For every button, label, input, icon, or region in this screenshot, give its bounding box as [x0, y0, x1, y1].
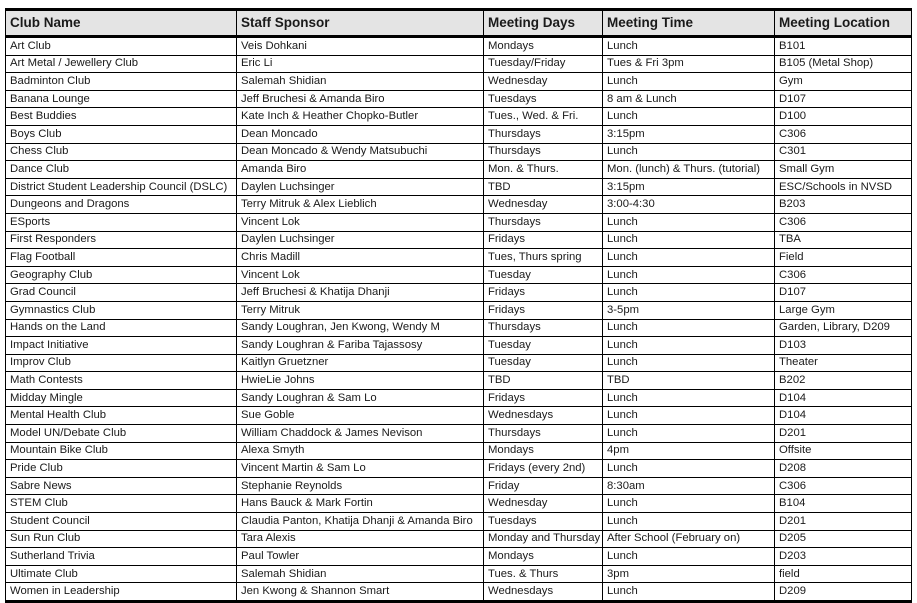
- cell-meeting_time: Mon. (lunch) & Thurs. (tutorial): [603, 161, 775, 179]
- cell-meeting_location: Large Gym: [775, 301, 912, 319]
- table-row: [6, 425, 912, 443]
- cell-meeting_days: Tues, Thurs spring: [484, 249, 603, 267]
- cell-meeting_days: Tuesdays: [484, 90, 603, 108]
- cell-club_name: Improv Club: [6, 354, 237, 372]
- cell-club_name: First Responders: [6, 231, 237, 249]
- cell-club_name: Hands on the Land: [6, 319, 237, 337]
- cell-meeting_location: Offsite: [775, 442, 912, 460]
- table-row: [6, 161, 912, 179]
- cell-meeting_time: Lunch: [603, 354, 775, 372]
- cell-meeting_location: D201: [775, 513, 912, 531]
- cell-meeting_location: Small Gym: [775, 161, 912, 179]
- cell-meeting_time: Lunch: [603, 389, 775, 407]
- cell-meeting_location: C306: [775, 213, 912, 231]
- cell-staff_sponsor: Veis Dohkani: [237, 37, 484, 56]
- cell-meeting_time: Lunch: [603, 548, 775, 566]
- table-row: [6, 231, 912, 249]
- cell-staff_sponsor: Vincent Martin & Sam Lo: [237, 460, 484, 478]
- cell-meeting_location: B105 (Metal Shop): [775, 55, 912, 73]
- cell-club_name: Model UN/Debate Club: [6, 425, 237, 443]
- cell-meeting_time: 3-5pm: [603, 301, 775, 319]
- cell-meeting_days: Mondays: [484, 548, 603, 566]
- cell-meeting_time: Lunch: [603, 337, 775, 355]
- column-header-club-name: Club Name: [6, 10, 237, 37]
- cell-staff_sponsor: Sue Goble: [237, 407, 484, 425]
- cell-staff_sponsor: Alexa Smyth: [237, 442, 484, 460]
- cell-staff_sponsor: Kate Inch & Heather Chopko-Butler: [237, 108, 484, 126]
- table-row: [6, 284, 912, 302]
- cell-club_name: Badminton Club: [6, 73, 237, 91]
- cell-club_name: District Student Leadership Council (DSLC): [6, 178, 237, 196]
- cell-meeting_time: Lunch: [603, 249, 775, 267]
- table-row: [6, 143, 912, 161]
- table-header: [6, 10, 912, 37]
- cell-meeting_days: Tues. & Thurs: [484, 565, 603, 583]
- cell-meeting_location: Field: [775, 249, 912, 267]
- cell-meeting_days: Fridays: [484, 301, 603, 319]
- cell-staff_sponsor: William Chaddock & James Nevison: [237, 425, 484, 443]
- cell-staff_sponsor: Stephanie Reynolds: [237, 477, 484, 495]
- table-row: [6, 178, 912, 196]
- cell-club_name: Boys Club: [6, 125, 237, 143]
- table-row: [6, 249, 912, 267]
- cell-staff_sponsor: Vincent Lok: [237, 266, 484, 284]
- clubs-table: [5, 8, 912, 603]
- cell-staff_sponsor: Sandy Loughran, Jen Kwong, Wendy M: [237, 319, 484, 337]
- table-row: [6, 372, 912, 390]
- cell-meeting_location: C306: [775, 477, 912, 495]
- table-header-row: [6, 10, 912, 37]
- cell-staff_sponsor: Daylen Luchsinger: [237, 231, 484, 249]
- cell-meeting_location: D107: [775, 284, 912, 302]
- cell-meeting_location: D103: [775, 337, 912, 355]
- cell-club_name: STEM Club: [6, 495, 237, 513]
- cell-meeting_days: Wednesday: [484, 196, 603, 214]
- cell-meeting_time: 8:30am: [603, 477, 775, 495]
- cell-meeting_time: 3:15pm: [603, 125, 775, 143]
- cell-club_name: Flag Football: [6, 249, 237, 267]
- cell-staff_sponsor: Eric Li: [237, 55, 484, 73]
- cell-staff_sponsor: Kaitlyn Gruetzner: [237, 354, 484, 372]
- cell-club_name: Math Contests: [6, 372, 237, 390]
- cell-staff_sponsor: HwieLie Johns: [237, 372, 484, 390]
- cell-staff_sponsor: Paul Towler: [237, 548, 484, 566]
- cell-meeting_days: Mondays: [484, 37, 603, 56]
- cell-staff_sponsor: Amanda Biro: [237, 161, 484, 179]
- cell-meeting_days: Tues., Wed. & Fri.: [484, 108, 603, 126]
- cell-meeting_time: 4pm: [603, 442, 775, 460]
- cell-meeting_days: Friday: [484, 477, 603, 495]
- cell-meeting_days: Fridays: [484, 231, 603, 249]
- cell-staff_sponsor: Hans Bauck & Mark Fortin: [237, 495, 484, 513]
- table-row: [6, 125, 912, 143]
- clubs-table-container: [5, 8, 911, 603]
- cell-meeting_location: D205: [775, 530, 912, 548]
- cell-club_name: Sun Run Club: [6, 530, 237, 548]
- cell-staff_sponsor: Terry Mitruk: [237, 301, 484, 319]
- table-row: [6, 108, 912, 126]
- cell-meeting_time: 3pm: [603, 565, 775, 583]
- cell-staff_sponsor: Chris Madill: [237, 249, 484, 267]
- table-row: [6, 354, 912, 372]
- cell-meeting_location: D209: [775, 583, 912, 602]
- cell-club_name: Grad Council: [6, 284, 237, 302]
- table-row: [6, 530, 912, 548]
- cell-meeting_location: D104: [775, 389, 912, 407]
- cell-meeting_location: Theater: [775, 354, 912, 372]
- table-row: [6, 196, 912, 214]
- table-row: [6, 565, 912, 583]
- cell-staff_sponsor: Salemah Shidian: [237, 565, 484, 583]
- cell-staff_sponsor: Salemah Shidian: [237, 73, 484, 91]
- cell-meeting_days: Fridays: [484, 284, 603, 302]
- table-row: [6, 548, 912, 566]
- cell-staff_sponsor: Tara Alexis: [237, 530, 484, 548]
- column-header-meeting-days: Meeting Days: [484, 10, 603, 37]
- cell-staff_sponsor: Vincent Lok: [237, 213, 484, 231]
- table-row: [6, 90, 912, 108]
- cell-meeting_location: ESC/Schools in NVSD: [775, 178, 912, 196]
- table-row: [6, 389, 912, 407]
- table-row: [6, 213, 912, 231]
- table-row: [6, 460, 912, 478]
- table-row: [6, 319, 912, 337]
- cell-meeting_days: Thursdays: [484, 319, 603, 337]
- cell-meeting_location: B101: [775, 37, 912, 56]
- cell-meeting_days: Mon. & Thurs.: [484, 161, 603, 179]
- cell-meeting_days: Wednesday: [484, 495, 603, 513]
- cell-meeting_time: Lunch: [603, 425, 775, 443]
- cell-meeting_time: Lunch: [603, 284, 775, 302]
- cell-staff_sponsor: Sandy Loughran & Sam Lo: [237, 389, 484, 407]
- cell-meeting_days: Tuesdays: [484, 513, 603, 531]
- cell-staff_sponsor: Jeff Bruchesi & Khatija Dhanji: [237, 284, 484, 302]
- cell-meeting_days: Thursdays: [484, 213, 603, 231]
- cell-meeting_days: Thursdays: [484, 125, 603, 143]
- cell-club_name: Dungeons and Dragons: [6, 196, 237, 214]
- cell-meeting_location: D107: [775, 90, 912, 108]
- cell-meeting_time: Lunch: [603, 583, 775, 602]
- cell-staff_sponsor: Terry Mitruk & Alex Lieblich: [237, 196, 484, 214]
- cell-meeting_time: Lunch: [603, 231, 775, 249]
- cell-club_name: Women in Leadership: [6, 583, 237, 602]
- cell-staff_sponsor: Jen Kwong & Shannon Smart: [237, 583, 484, 602]
- cell-meeting_location: C306: [775, 266, 912, 284]
- cell-meeting_time: After School (February on): [603, 530, 775, 548]
- cell-club_name: Art Club: [6, 37, 237, 56]
- cell-meeting_days: Wednesdays: [484, 407, 603, 425]
- cell-meeting_time: Lunch: [603, 108, 775, 126]
- cell-meeting_days: Tuesday/Friday: [484, 55, 603, 73]
- cell-meeting_location: D203: [775, 548, 912, 566]
- cell-meeting_days: Thursdays: [484, 143, 603, 161]
- cell-meeting_time: Lunch: [603, 407, 775, 425]
- column-header-meeting-time: Meeting Time: [603, 10, 775, 37]
- cell-meeting_days: Fridays (every 2nd): [484, 460, 603, 478]
- cell-club_name: Student Council: [6, 513, 237, 531]
- table-row: [6, 266, 912, 284]
- cell-club_name: Mountain Bike Club: [6, 442, 237, 460]
- cell-meeting_location: C301: [775, 143, 912, 161]
- cell-club_name: Pride Club: [6, 460, 237, 478]
- cell-club_name: Impact Initiative: [6, 337, 237, 355]
- cell-club_name: Sutherland Trivia: [6, 548, 237, 566]
- cell-staff_sponsor: Dean Moncado: [237, 125, 484, 143]
- cell-staff_sponsor: Jeff Bruchesi & Amanda Biro: [237, 90, 484, 108]
- cell-meeting_days: Tuesday: [484, 354, 603, 372]
- cell-meeting_location: D208: [775, 460, 912, 478]
- cell-meeting_location: B104: [775, 495, 912, 513]
- table-body: [6, 37, 912, 602]
- table-row: [6, 37, 912, 56]
- cell-meeting_days: Wednesdays: [484, 583, 603, 602]
- cell-meeting_time: Lunch: [603, 213, 775, 231]
- table-row: [6, 55, 912, 73]
- cell-club_name: Geography Club: [6, 266, 237, 284]
- cell-meeting_time: Lunch: [603, 37, 775, 56]
- cell-club_name: Chess Club: [6, 143, 237, 161]
- cell-meeting_location: D104: [775, 407, 912, 425]
- cell-meeting_time: Lunch: [603, 143, 775, 161]
- cell-club_name: Banana Lounge: [6, 90, 237, 108]
- cell-meeting_days: Fridays: [484, 389, 603, 407]
- cell-meeting_time: Lunch: [603, 513, 775, 531]
- cell-meeting_days: TBD: [484, 372, 603, 390]
- table-row: [6, 583, 912, 602]
- cell-meeting_location: B202: [775, 372, 912, 390]
- table-row: [6, 301, 912, 319]
- cell-meeting_days: Wednesday: [484, 73, 603, 91]
- cell-meeting_time: TBD: [603, 372, 775, 390]
- cell-meeting_days: Thursdays: [484, 425, 603, 443]
- cell-meeting_time: Lunch: [603, 73, 775, 91]
- cell-meeting_days: Mondays: [484, 442, 603, 460]
- cell-meeting_days: Tuesday: [484, 337, 603, 355]
- cell-club_name: Mental Health Club: [6, 407, 237, 425]
- cell-meeting_time: 3:00-4:30: [603, 196, 775, 214]
- table-row: [6, 495, 912, 513]
- cell-meeting_location: TBA: [775, 231, 912, 249]
- table-row: [6, 442, 912, 460]
- cell-meeting_days: Tuesday: [484, 266, 603, 284]
- cell-meeting_location: field: [775, 565, 912, 583]
- cell-club_name: ESports: [6, 213, 237, 231]
- cell-meeting_location: B203: [775, 196, 912, 214]
- cell-club_name: Sabre News: [6, 477, 237, 495]
- column-header-staff-sponsor: Staff Sponsor: [237, 10, 484, 37]
- cell-staff_sponsor: Dean Moncado & Wendy Matsubuchi: [237, 143, 484, 161]
- cell-club_name: Gymnastics Club: [6, 301, 237, 319]
- cell-meeting_time: 3:15pm: [603, 178, 775, 196]
- cell-meeting_time: Lunch: [603, 266, 775, 284]
- cell-meeting_time: Tues & Fri 3pm: [603, 55, 775, 73]
- column-header-meeting-location: Meeting Location: [775, 10, 912, 37]
- table-row: [6, 407, 912, 425]
- table-row: [6, 73, 912, 91]
- cell-staff_sponsor: Claudia Panton, Khatija Dhanji & Amanda Biro: [237, 513, 484, 531]
- cell-staff_sponsor: Sandy Loughran & Fariba Tajassosy: [237, 337, 484, 355]
- cell-club_name: Midday Mingle: [6, 389, 237, 407]
- table-row: [6, 477, 912, 495]
- cell-meeting_time: 8 am & Lunch: [603, 90, 775, 108]
- cell-club_name: Ultimate Club: [6, 565, 237, 583]
- table-row: [6, 337, 912, 355]
- cell-meeting_location: D201: [775, 425, 912, 443]
- cell-meeting_days: TBD: [484, 178, 603, 196]
- cell-meeting_location: C306: [775, 125, 912, 143]
- table-row: [6, 513, 912, 531]
- cell-meeting_days: Monday and Thursday: [484, 530, 603, 548]
- cell-meeting_time: Lunch: [603, 495, 775, 513]
- cell-staff_sponsor: Daylen Luchsinger: [237, 178, 484, 196]
- cell-meeting_time: Lunch: [603, 319, 775, 337]
- cell-club_name: Art Metal / Jewellery Club: [6, 55, 237, 73]
- cell-club_name: Dance Club: [6, 161, 237, 179]
- cell-meeting_location: Garden, Library, D209: [775, 319, 912, 337]
- cell-meeting_location: Gym: [775, 73, 912, 91]
- cell-meeting_location: D100: [775, 108, 912, 126]
- cell-club_name: Best Buddies: [6, 108, 237, 126]
- cell-meeting_time: Lunch: [603, 460, 775, 478]
